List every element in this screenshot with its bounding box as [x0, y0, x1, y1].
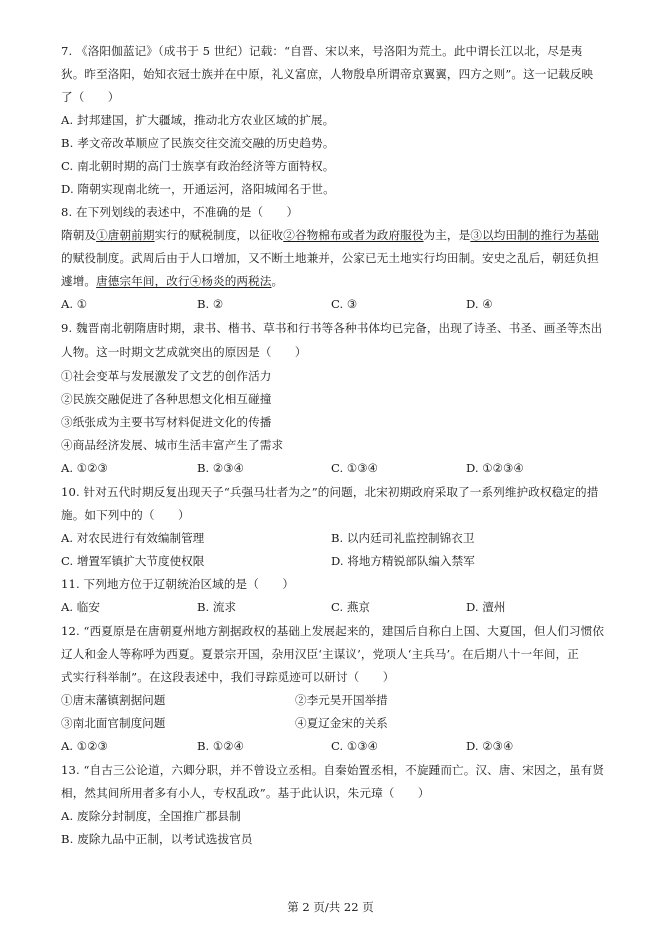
q11-option-b: B. 流求: [197, 600, 237, 614]
q12-item-3: ③南北面官制度问题: [61, 716, 166, 730]
q12-option-a: A. ①②③: [61, 739, 108, 753]
q8-option-d: D. ④: [466, 297, 493, 311]
q8-passage-line-2: 的赋役制度。武周后由于人口增加，又不断土地兼并，公家已无土地实行均田制。安史之乱后，朝廷负担: [61, 251, 599, 265]
q8-stem: 8. 在下列划线的表述中，不准确的是（ ）: [61, 205, 299, 219]
q12-stem-line-1: 12. “西夏原是在唐朝夏州地方割据政权的基础上发展起来的，建国后自称白上国、大夏国，但人们习惯依: [61, 624, 605, 638]
q11-stem: 11. 下列地方位于辽朝统治区域的是（ ）: [61, 577, 295, 591]
q8-option-b: B. ②: [197, 297, 224, 311]
q8-passage-line-1: [61, 227, 599, 243]
q9-item-4: ④商品经济发展、城市生活丰富产生了需求: [61, 438, 284, 452]
q7-option-b: B. 孝文帝改革顺应了民族交往交流交融的历史趋势。: [61, 136, 335, 150]
q11-option-a: A. 临安: [61, 600, 100, 614]
q10-stem-line-2: 施。如下列中的（ ）: [61, 508, 190, 522]
q10-option-b: B. 以内廷司礼监控制锦衣卫: [331, 531, 475, 545]
q12-option-d: D. ②③④: [466, 739, 514, 753]
q9-item-1: ①社会变革与发展激发了文艺的创作活力: [61, 369, 272, 383]
q12-stem-line-2: 辽人和金人等称呼为西夏。夏景宗开国，杂用汉臣‘主谋议’，党项人‘主兵马’。在后期八十一年间，正: [61, 647, 579, 661]
q9-option-d: D. ①②③④: [466, 461, 524, 475]
q10-option-d: D. 将地方精锐部队编入禁军: [331, 554, 475, 568]
q8-option-a: A. ①: [61, 297, 88, 311]
q9-option-b: B. ②③④: [197, 461, 245, 475]
q8-text: 实行的赋税制度，以征收: [154, 228, 284, 242]
q12-option-c: C. ①③④: [331, 739, 379, 753]
q9-stem-line-2: 人物。这一时期文艺成就突出的原因是（ ）: [61, 345, 307, 359]
q7-option-a: A. 封邦建国，扩大疆域，推动北方农业区域的扩展。: [61, 113, 335, 127]
q12-stem-line-3: 式实行科举制”。在这段表述中，我们寻踪觅迹可以研讨（ ）: [61, 670, 395, 684]
q8-text: 为主，是: [423, 228, 471, 242]
q7-stem-line-3: 了（ ）: [61, 90, 120, 104]
q8-underline-3: ③以均田制的推行为基础: [470, 228, 599, 242]
q13-stem-line-2: 相，然其间所用者多有小人，专权乱政”。基于此认识，朱元璋（ ）: [61, 786, 430, 800]
q9-option-a: A. ①②③: [61, 461, 108, 475]
q12-item-2: ②李元昊开国举措: [295, 693, 388, 707]
q13-option-b: B. 废除九品中正制，以考试选拔官员: [61, 832, 253, 846]
q8-underline-4: 唐德宗年间，改行④杨炎的两税法: [96, 274, 272, 288]
q11-option-d: D. 澶州: [466, 600, 506, 614]
q8-text: 隋朝及: [61, 228, 97, 242]
q9-item-2: ②民族交融促进了各种思想文化相互碰撞: [61, 392, 272, 406]
q8-underline-2: ②谷物棉布或者为政府服役: [283, 228, 424, 242]
page-number: 第 2 页/共 22 页: [287, 900, 374, 914]
q8-underline-1: ①唐朝前期: [96, 228, 155, 242]
q10-stem-line-1: 10. 针对五代时期反复出现天子“兵强马壮者为之”的问题，北宋初期政府采取了一系列维护政权稳定的措: [61, 485, 599, 499]
q9-option-c: C. ①③④: [331, 461, 379, 475]
q10-option-c: C. 增置军镇扩大节度使权限: [61, 554, 205, 568]
q8-text: 遽增。: [61, 274, 97, 288]
q12-item-4: ④夏辽金宋的关系: [295, 716, 388, 730]
q12-option-b: B. ①②④: [197, 739, 245, 753]
q8-text: 。: [271, 274, 284, 288]
q8-option-c: C. ③: [331, 297, 358, 311]
q7-stem-line-1: 7. 《洛阳伽蓝记》（成书于 5 世纪）记载：“自晋、宋以来，号洛阳为荒土。此中谓长江以北，尽是夷: [61, 44, 583, 58]
q13-option-a: A. 废除分封制度，全国推广郡县制: [61, 809, 241, 823]
q7-stem-line-2: 狄。昨至洛阳，始知衣冠士族并在中原，礼义富庶，人物殷阜所谓帝京翼翼，四方之则”。这一记载反映: [61, 67, 594, 81]
q11-option-c: C. 燕京: [331, 600, 371, 614]
q7-option-d: D. 隋朝实现南北统一，开通运河，洛阳城闻名于世。: [61, 182, 335, 196]
q10-option-a: A. 对农民进行有效编制管理: [61, 531, 205, 545]
q13-stem-line-1: 13. “自古三公论道，六卿分职，并不曾设立丞相。自秦始置丞相，不旋踵而亡。汉、唐、宋因之，虽有贤: [61, 763, 605, 777]
q9-stem-line-1: 9. 魏晋南北朝隋唐时期，隶书、楷书、草书和行书等各种书体均已完备，出现了诗圣、书圣、画圣等杰出: [61, 321, 603, 335]
q9-item-3: ③纸张成为主要书写材料促进文化的传播: [61, 415, 272, 429]
q8-passage-line-3: [61, 273, 283, 289]
q7-option-c: C. 南北朝时期的高门士族享有政治经济等方面特权。: [61, 159, 335, 173]
q12-item-1: ①唐末藩镇割据问题: [61, 693, 166, 707]
